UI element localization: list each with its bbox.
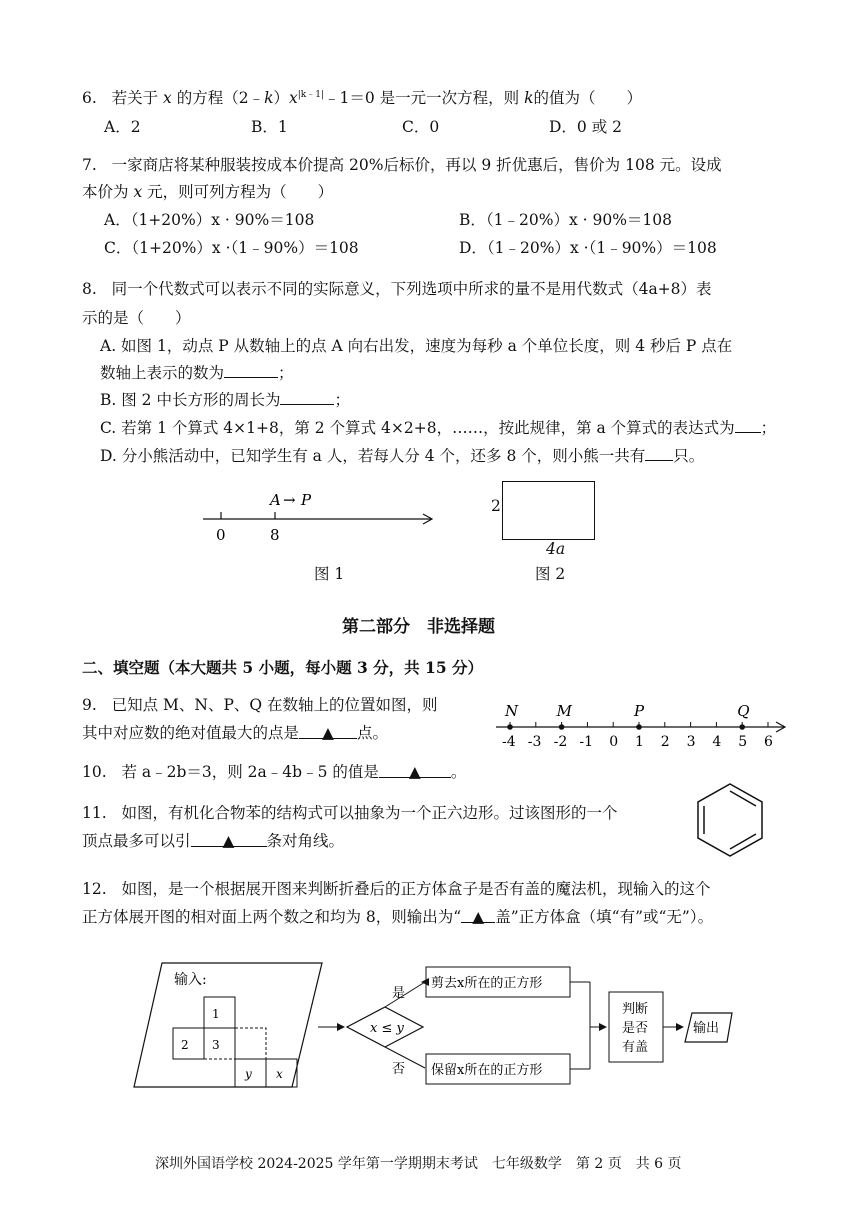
judge-line-1: 判断 [622, 1002, 649, 1017]
q6-option-c: C．0 [402, 118, 440, 136]
q7-option-c: C．（1+20%）x ·（1﹣90%）＝108 [104, 239, 359, 257]
answer-blank [735, 418, 761, 433]
answer-blank [645, 446, 673, 461]
q12-line2 [82, 905, 713, 927]
net-label-1: 1 [212, 1007, 220, 1021]
q9-tick-label: 5 [738, 734, 748, 750]
q8-option-d-end: 只。 [673, 447, 705, 465]
q12-flowchart [130, 955, 740, 1095]
q8-line1 [82, 277, 712, 299]
q6-exponent: |k﹣1| [297, 89, 325, 100]
q10-text: 若 a﹣2b＝3，则 2a﹣4b﹣5 的值是 [121, 763, 379, 781]
q9-tick-label: 2 [660, 734, 670, 750]
q9-line1-text: 已知点 M、N、P、Q 在数轴上的位置如图，则 [111, 696, 438, 714]
yes-label: 是 [392, 986, 406, 1001]
output-label: 输出 [693, 1021, 720, 1036]
q6-text-d: ﹣1＝0 是一元一次方程，则 [324, 89, 520, 107]
yes-box-text: 剪去x所在的正方形 [431, 976, 543, 991]
q9-tick-label: 1 [635, 734, 644, 750]
q11-line1-text: 如图，有机化合物苯的结构式可以抽象为一个正六边形。过该图形的一个 [121, 804, 618, 822]
q9-line2 [82, 721, 388, 743]
answer-blank [280, 390, 334, 405]
net-label-3: 3 [212, 1038, 220, 1052]
q11-line2-b: 条对角线。 [266, 832, 345, 850]
no-label: 否 [392, 1062, 406, 1077]
q8-option-a-2-text: 数轴上表示的数为 [100, 364, 225, 382]
q8-semicolon-a: ； [278, 364, 294, 382]
input-parallelogram [134, 963, 322, 1087]
q9-tick-label: 4 [712, 734, 722, 750]
q9-number: 9. [82, 696, 97, 714]
figure-2-caption: 图 2 [535, 565, 566, 583]
q10 [82, 760, 466, 782]
q10-number: 10. [82, 763, 107, 781]
q9-point-label-q: Q [737, 702, 750, 720]
fig1-arrow: → [283, 491, 296, 509]
net-label-x: x [276, 1067, 283, 1081]
q6-number: 6. [82, 89, 97, 107]
q8-option-b-text: B. 图 2 中长方形的周长为 [100, 391, 281, 409]
inner-bond-1 [730, 791, 756, 806]
net-label-2: 2 [181, 1038, 189, 1052]
q8-option-d [100, 444, 704, 466]
figure-1-caption: 图 1 [314, 565, 345, 583]
q7-line2 [82, 180, 333, 202]
q9-tick-label: -1 [579, 734, 594, 750]
q10-end: 。 [450, 763, 467, 781]
q9-line2-a: 其中对应数的绝对值最大的点是 [82, 724, 300, 742]
q11-line1 [82, 801, 617, 823]
q9-point-m [559, 724, 565, 730]
q12-line1 [82, 877, 710, 899]
q6-option-d: D．0 或 2 [549, 118, 623, 136]
section-2-heading: 二、填空题（本大题共 5 小题，每小题 3 分，共 15 分） [82, 658, 484, 677]
q9-tick-label: -2 [553, 734, 568, 750]
judge-line-3: 有盖 [622, 1040, 649, 1055]
decision-label: x ≤ y [370, 1021, 404, 1036]
q7-line1-text: 一家商店将某种服装按成本价提高 20%后标价，再以 9 折优惠后，售价为 108 元。设成 [111, 156, 722, 174]
hexagon [698, 784, 762, 856]
q6-option-b: B．1 [251, 118, 288, 136]
judge-line-2: 是否 [622, 1021, 649, 1036]
q7-option-a: A．（1+20%）x · 90%＝108 [104, 211, 315, 229]
q6-option-a: A．2 [104, 118, 141, 136]
net-square-4 [235, 1028, 266, 1059]
fig1-point-a: A [270, 491, 281, 509]
no-box-text: 保留x所在的正方形 [431, 1063, 543, 1078]
q8-option-c [100, 416, 776, 438]
figure-2-rectangle [502, 481, 595, 540]
q7-line2-a: 本价为 [82, 183, 129, 201]
q12-number: 12. [82, 880, 107, 898]
page-footer: 深圳外国语学校 2024-2025 学年第一学期期末考试 七年级数学 第 2 页 共 6 页 [155, 1156, 682, 1172]
q7-option-d: D．（1﹣20%）x ·（1﹣90%）＝108 [459, 239, 717, 257]
q8-option-a-2 [100, 361, 294, 383]
q6-var-x-2: x [289, 89, 298, 107]
q12-line2-b: 盖”正方体盒（填“有”或“无”）。 [495, 908, 714, 926]
q9-point-p [636, 724, 642, 730]
answer-blank-triangle: ▲ [461, 908, 495, 923]
q9-point-q [739, 724, 745, 730]
answer-blank-triangle: ▲ [299, 724, 357, 739]
q12-line2-a: 正方体展开图的相对面上两个数之和均为 8，则输出为“ [82, 908, 462, 926]
q6-text-b: 的方程（2﹣ [176, 89, 265, 107]
q7-line1 [82, 153, 722, 175]
input-label: 输入: [174, 972, 207, 988]
net-label-y: y [245, 1067, 252, 1081]
q8-option-d-text: D. 分小熊活动中，已知学生有 a 人，若每人分 4 个，还多 8 个，则小熊一共有 [100, 447, 646, 465]
q6-text-c: ） [273, 89, 290, 107]
q11-line2-a: 顶点最多可以引 [82, 832, 191, 850]
q8-number: 8. [82, 280, 97, 298]
q9-tick-label: 6 [764, 734, 773, 750]
q6-var-k-2: k [524, 89, 534, 107]
q8-semicolon-c: ； [760, 419, 777, 437]
q9-tick-label: 3 [686, 734, 696, 750]
q8-line2: 示的是（ ） [82, 309, 191, 327]
inner-bond-2 [730, 834, 756, 849]
q11-number: 11. [82, 804, 107, 822]
q6-text-a: 若关于 [111, 89, 159, 107]
part-2-title: 第二部分 非选择题 [342, 617, 495, 637]
q8-semicolon-b: ； [334, 391, 350, 409]
figure-2-side-left: 2 [491, 497, 501, 515]
q9-point-n [507, 724, 513, 730]
q9-point-label-n: N [505, 702, 519, 720]
q9-tick-label: -4 [502, 734, 516, 750]
answer-blank-triangle: ▲ [379, 763, 451, 778]
figure-1-number-line [195, 488, 445, 548]
fig1-label-0: 0 [216, 526, 226, 544]
q8-option-c-text: C. 若第 1 个算式 4×1+8，第 2 个算式 4×2+8，……，按此规律，第 a 个算式的表达式为 [100, 419, 735, 437]
benzene-hexagon-figure [690, 780, 770, 860]
q7-option-b: B．（1﹣20%）x · 90%＝108 [459, 211, 673, 229]
q11-line2 [82, 829, 344, 851]
q9-number-line [492, 698, 792, 750]
answer-blank-triangle: ▲ [191, 832, 267, 847]
q6-text-e: 的值为（ ） [533, 89, 643, 107]
q9-tick-label: 0 [609, 734, 619, 750]
q9-point-label-m: M [556, 702, 572, 720]
q6-var-k: k [264, 89, 274, 107]
q8-option-a-1: A. 如图 1，动点 P 从数轴上的点 A 向右出发，速度为每秒 a 个单位长度，则 4 秒后 P 点在 [100, 337, 733, 355]
q9-line2-b: 点。 [357, 724, 389, 742]
q8-line1-text: 同一个代数式可以表示不同的实际意义，下列选项中所求的量不是用代数式（4a+8）表 [111, 280, 712, 298]
q12-line1-text: 如图，是一个根据展开图来判断折叠后的正方体盒子是否有盖的魔法机，现输入的这个 [121, 880, 711, 898]
q9-tick-label: -3 [527, 734, 542, 750]
fig1-label-8: 8 [270, 526, 280, 544]
q7-number: 7. [82, 156, 97, 174]
fig1-point-p: P [301, 491, 312, 509]
q7-line2-b: 元，则可列方程为（ ） [147, 183, 334, 201]
q8-option-b [100, 388, 350, 410]
q9-point-label-p: P [634, 702, 645, 720]
q6-var-x: x [163, 89, 172, 107]
q9-line1 [82, 693, 438, 715]
q7-var-x: x [133, 183, 143, 201]
figure-2-side-bottom: 4a [546, 540, 566, 558]
answer-blank [224, 363, 278, 378]
q6-stem [82, 86, 642, 108]
